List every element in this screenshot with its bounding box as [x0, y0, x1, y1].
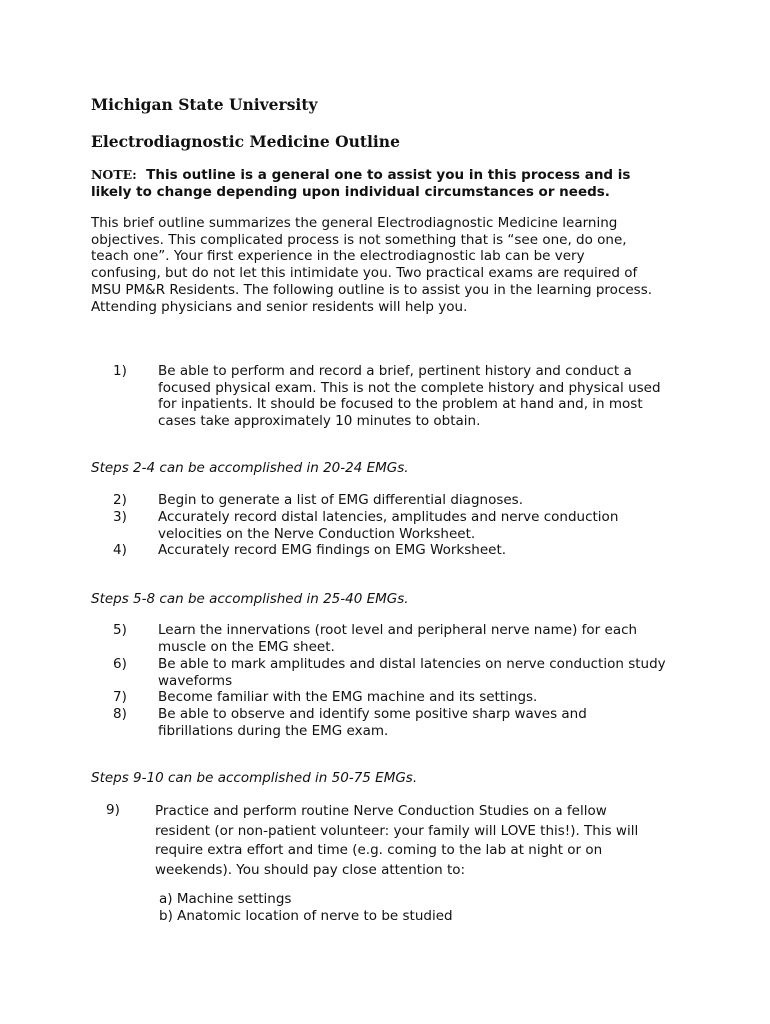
section-heading-steps-9-10: Steps 9-10 can be accomplished in 50-75 EMGs. — [91, 770, 418, 786]
sub-item-a: a) Machine settings — [159, 891, 292, 907]
intro-line: objectives. This complicated process is not something that is “see one, do one, — [91, 231, 627, 248]
item-line: fibrillations during the EMG exam. — [158, 722, 389, 739]
item-text — [158, 363, 718, 430]
item-text — [158, 542, 718, 559]
institution-heading: Michigan State University — [91, 95, 318, 114]
item-text — [158, 689, 718, 706]
item-number: 5) — [113, 622, 127, 638]
item-number: 4) — [113, 542, 127, 558]
document-title: Electrodiagnostic Medicine Outline — [91, 132, 400, 151]
item-line: muscle on the EMG sheet. — [158, 638, 335, 655]
item-line: focused physical exam. This is not the complete history and physical used — [158, 379, 661, 396]
intro-line: teach one”. Your first experience in the electrodiagnostic lab can be very — [91, 248, 585, 265]
note-label: NOTE: — [91, 167, 137, 182]
item-line: Be able to observe and identify some positive sharp waves and — [158, 706, 587, 722]
note-line: likely to change depending upon individual circumstances or needs. — [91, 184, 610, 200]
intro-line: Attending physicians and senior residents will help you. — [91, 298, 468, 315]
item-line: for inpatients. It should be focused to the problem at hand and, in most — [158, 396, 643, 413]
item-number: 6) — [113, 656, 127, 672]
item-line: velocities on the Nerve Conduction Worksheet. — [158, 525, 476, 542]
note-line: This outline is a general one to assist you in this process and is — [146, 167, 631, 183]
item-line: Practice and perform routine Nerve Conduction Studies on a fellow — [155, 803, 607, 819]
item-text — [158, 706, 718, 739]
item-line: cases take approximately 10 minutes to obtain. — [158, 413, 481, 430]
item-line: Be able to perform and record a brief, pertinent history and conduct a — [158, 363, 632, 379]
section-heading-steps-2-4: Steps 2-4 can be accomplished in 20-24 EMGs. — [91, 460, 409, 476]
intro-line: MSU PM&R Residents. The following outline is to assist you in the learning process. — [91, 281, 653, 298]
item-line: Become familiar with the EMG machine and its settings. — [158, 689, 538, 705]
item-line: resident (or non-patient volunteer: your family will LOVE this!). This will — [155, 822, 639, 839]
note-paragraph — [91, 166, 691, 201]
item-number: 1) — [113, 363, 127, 379]
item-line: Accurately record distal latencies, amplitudes and nerve conduction — [158, 509, 619, 525]
item-text — [158, 622, 718, 655]
item-number: 7) — [113, 689, 127, 705]
intro-line: confusing, but do not let this intimidate you. Two practical exams are required of — [91, 265, 638, 282]
item-line: weekends). You should pay close attention to: — [155, 861, 466, 878]
item-text — [158, 656, 718, 689]
item-number: 9) — [106, 802, 120, 818]
item-line: Be able to mark amplitudes and distal latencies on nerve conduction study — [158, 656, 666, 672]
item-line: Begin to generate a list of EMG differential diagnoses. — [158, 492, 523, 508]
section-heading-steps-5-8: Steps 5-8 can be accomplished in 25-40 EMGs. — [91, 591, 409, 607]
sub-list — [159, 891, 453, 925]
item-line: require extra effort and time (e.g. coming to the lab at night or on — [155, 842, 603, 858]
item-number: 2) — [113, 492, 127, 508]
item-text — [155, 802, 715, 880]
item-number: 3) — [113, 509, 127, 525]
intro-paragraph — [91, 215, 731, 315]
intro-line: This brief outline summarizes the general Electrodiagnostic Medicine learning — [91, 215, 618, 231]
item-text — [158, 509, 718, 542]
item-line: Accurately record EMG findings on EMG Worksheet. — [158, 542, 507, 558]
item-line: Learn the innervations (root level and peripheral nerve name) for each — [158, 622, 638, 638]
item-text — [158, 492, 718, 509]
item-line: waveforms — [158, 672, 233, 689]
item-number: 8) — [113, 706, 127, 722]
sub-item-b: b) Anatomic location of nerve to be studied — [159, 908, 453, 924]
